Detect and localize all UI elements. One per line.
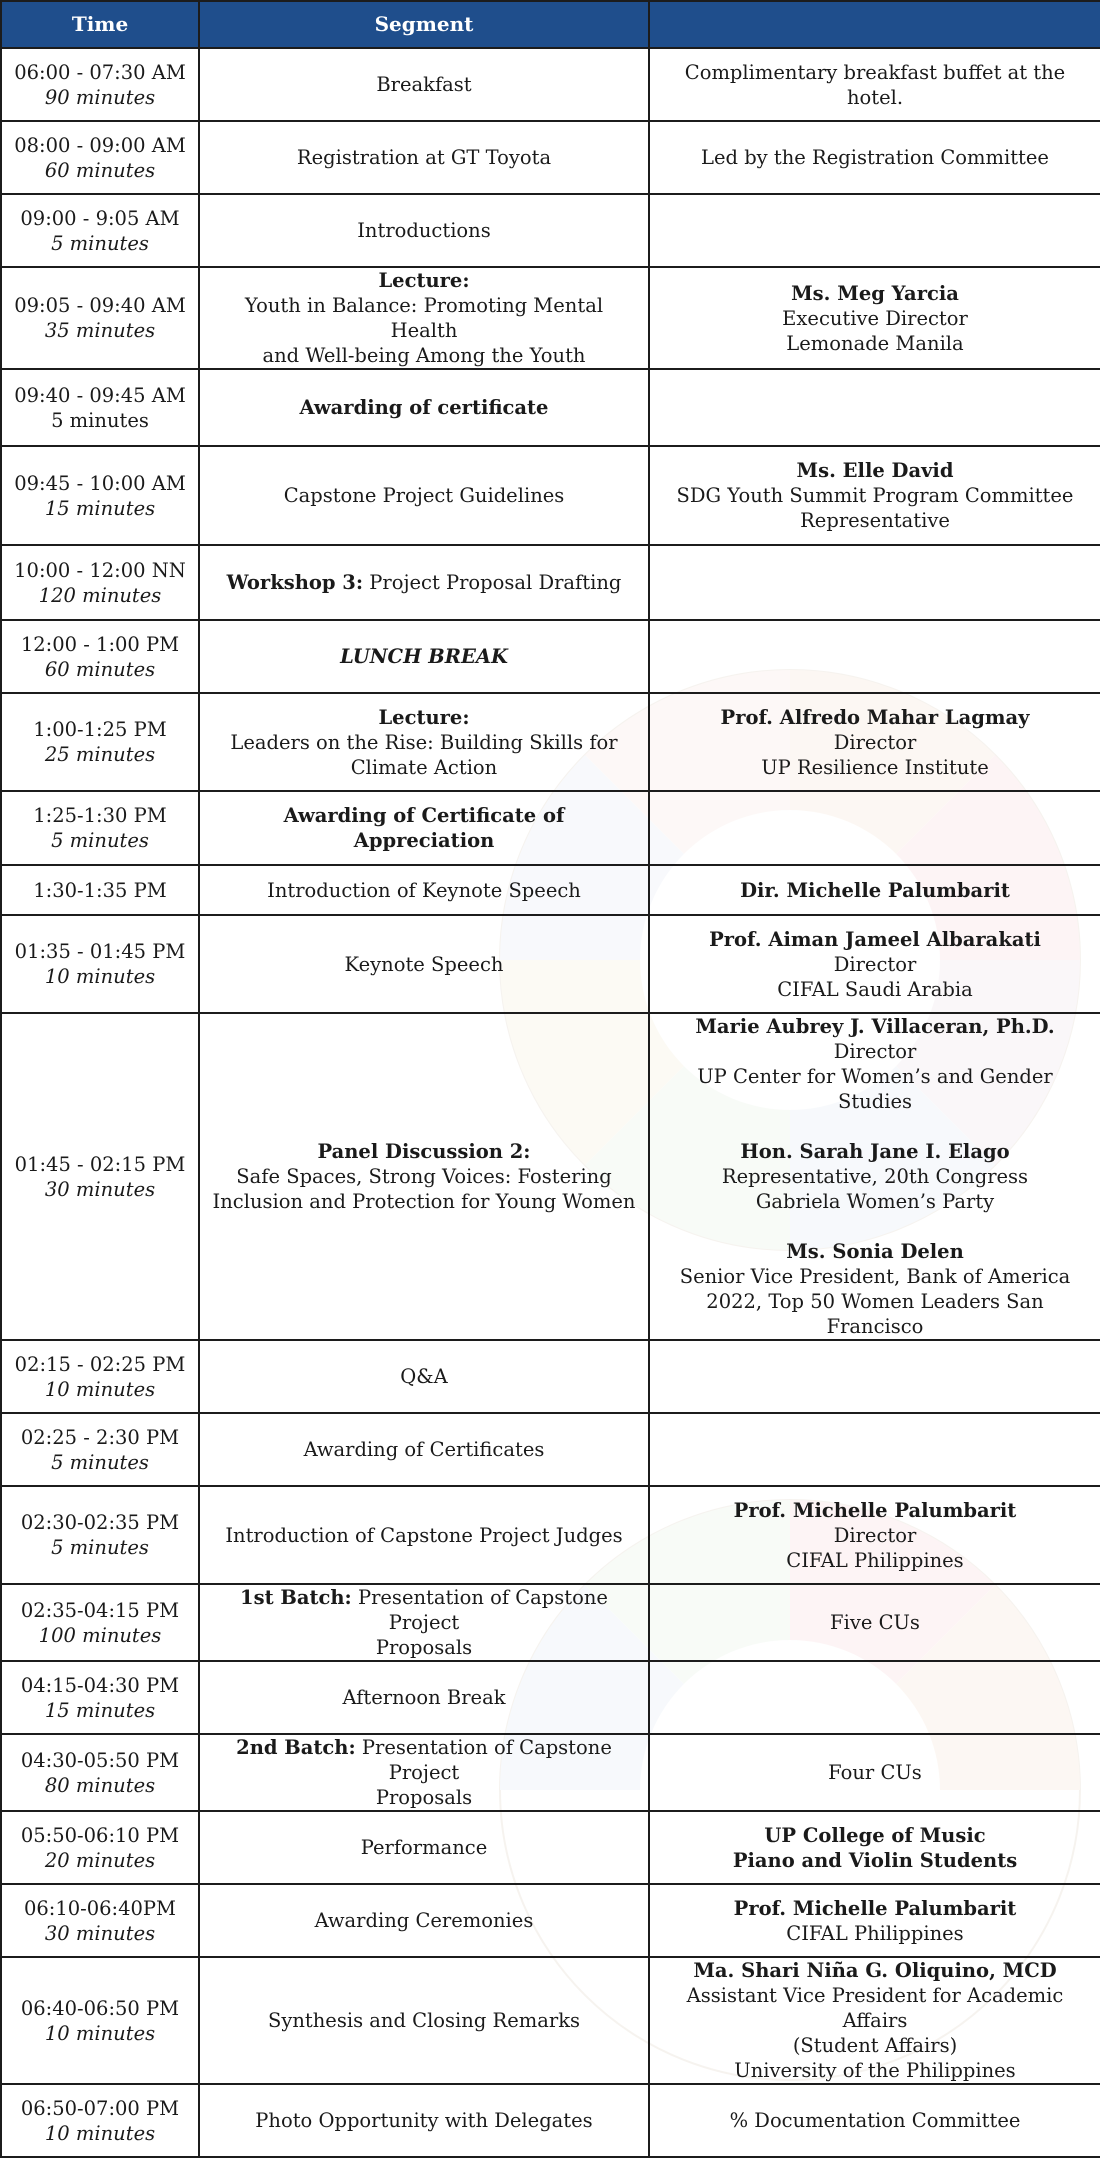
speaker-cell xyxy=(649,446,1100,545)
speaker-cell: Led by the Registration Committee xyxy=(649,121,1100,194)
time-range: 06:50-07:00 PM xyxy=(20,2096,180,2120)
speaker-cell xyxy=(649,915,1100,1013)
table-row xyxy=(1,121,1100,194)
time-cell xyxy=(1,1584,199,1661)
time-cell xyxy=(1,693,199,791)
segment-title: Presentation of Capstone Project xyxy=(357,1586,608,1634)
segment-cell xyxy=(199,1584,649,1661)
table-row xyxy=(1,865,1100,915)
segment-cell: Q&A xyxy=(199,1340,649,1413)
duration: 10 minutes xyxy=(44,965,156,988)
segment-cell: Awarding of Certificates xyxy=(199,1413,649,1486)
table-header-row xyxy=(1,1,1100,48)
segment-cell xyxy=(199,267,649,369)
segment-label: 2nd Batch: xyxy=(236,1736,356,1759)
segment-cell xyxy=(199,1013,649,1340)
time-range: 02:15 - 02:25 PM xyxy=(14,1352,186,1376)
table-row xyxy=(1,1734,1100,1811)
time-range: 02:35-04:15 PM xyxy=(20,1598,180,1622)
speaker-org: UP Resilience Institute xyxy=(761,755,989,779)
header-segment: Segment xyxy=(199,1,649,48)
duration: 5 minutes xyxy=(51,1450,149,1474)
speaker-cell xyxy=(649,1884,1100,1957)
segment-cell: Keynote Speech xyxy=(199,915,649,1013)
duration: 5 minutes xyxy=(51,231,149,255)
segment-label: Lecture: xyxy=(378,705,470,729)
time-cell xyxy=(1,446,199,545)
table-row xyxy=(1,369,1100,446)
table-row xyxy=(1,194,1100,267)
speaker-title: Executive Director xyxy=(782,306,968,330)
duration: 10 minutes xyxy=(44,2121,156,2145)
segment-title-line: Climate Action xyxy=(350,755,498,779)
speaker-cell xyxy=(649,1811,1100,1884)
table-row xyxy=(1,791,1100,865)
table-row xyxy=(1,1486,1100,1584)
duration: 5 minutes xyxy=(51,1536,149,1559)
speaker-cell: % Documentation Committee xyxy=(649,2084,1100,2157)
table-row xyxy=(1,620,1100,693)
speaker-subtitle: (Student Affairs) xyxy=(792,2034,958,2057)
time-range: 01:35 - 01:45 PM xyxy=(14,940,186,963)
speaker-cell xyxy=(649,1957,1100,2084)
segment-cell: Capstone Project Guidelines xyxy=(199,446,649,545)
table-row xyxy=(1,1811,1100,1884)
speaker-cell: Four CUs xyxy=(649,1734,1100,1811)
spacer xyxy=(660,1214,1090,1239)
speaker-cell xyxy=(649,1486,1100,1584)
table-row xyxy=(1,1413,1100,1486)
segment-title-line: Youth in Balance: Promoting Mental Health xyxy=(244,294,604,342)
spacer xyxy=(660,1114,1090,1139)
time-range: 02:30-02:35 PM xyxy=(20,1511,180,1534)
segment-title-line: Inclusion and Protection for Young Women xyxy=(212,1190,636,1213)
segment-title-line: Safe Spaces, Strong Voices: Fostering xyxy=(236,1165,612,1188)
duration: 5 minutes xyxy=(51,408,149,432)
segment-cell: Photo Opportunity with Delegates xyxy=(199,2084,649,2157)
segment-label: Workshop 3: xyxy=(226,571,364,594)
segment-cell xyxy=(199,1734,649,1811)
segment-cell xyxy=(199,545,649,620)
time-cell xyxy=(1,194,199,267)
time-cell xyxy=(1,48,199,121)
speaker-cell xyxy=(649,1013,1100,1340)
time-range: 02:25 - 2:30 PM xyxy=(20,1425,180,1449)
speaker-name: Prof. Michelle Palumbarit xyxy=(733,1498,1017,1522)
segment-title: Project Proposal Drafting xyxy=(369,571,622,594)
segment-title-line: Leaders on the Rise: Building Skills for xyxy=(230,730,618,754)
time-cell xyxy=(1,369,199,446)
duration: 15 minutes xyxy=(44,496,156,520)
speaker-cell xyxy=(649,620,1100,693)
segment-cell: Awarding Ceremonies xyxy=(199,1884,649,1957)
time-cell xyxy=(1,267,199,369)
speaker-org: CIFAL Philippines xyxy=(786,1548,964,1572)
duration: 15 minutes xyxy=(44,1698,156,1722)
table-row xyxy=(1,1013,1100,1340)
segment-label: Panel Discussion 2: xyxy=(317,1140,531,1163)
time-cell xyxy=(1,1340,199,1413)
segment-cell: Introduction of Capstone Project Judges xyxy=(199,1486,649,1584)
speaker-title: SDG Youth Summit Program Committee xyxy=(676,484,1074,507)
duration: 100 minutes xyxy=(38,1623,162,1647)
speaker-title: Director xyxy=(833,1523,917,1547)
duration: 80 minutes xyxy=(44,1773,156,1797)
segment-cell: Introductions xyxy=(199,194,649,267)
speaker-name: Ms. Meg Yarcia xyxy=(791,281,959,305)
time-cell xyxy=(1,1661,199,1734)
speaker-name: UP College of Music xyxy=(764,1823,986,1847)
time-cell xyxy=(1,1957,199,2084)
table-row xyxy=(1,267,1100,369)
duration: 5 minutes xyxy=(51,829,149,852)
time-cell xyxy=(1,1884,199,1957)
time-range: 10:00 - 12:00 NN xyxy=(14,558,186,582)
header-time: Time xyxy=(1,1,199,48)
time-range: 1:00-1:25 PM xyxy=(33,718,167,741)
speaker-title: Assistant Vice President for Academic Affairs xyxy=(686,1984,1064,2032)
panelist-title: Director xyxy=(833,1040,917,1063)
time-range: 09:45 - 10:00 AM xyxy=(14,471,186,495)
speaker-name: Ma. Shari Niña G. Oliquino, MCD xyxy=(693,1959,1057,1982)
duration: 60 minutes xyxy=(44,158,156,182)
time-range: 06:40-06:50 PM xyxy=(20,1996,180,2020)
speaker-name: Prof. Aiman Jameel Albarakati xyxy=(709,927,1041,951)
panelist-title: Senior Vice President, Bank of America xyxy=(679,1265,1071,1288)
speaker-cell xyxy=(649,1413,1100,1486)
time-range: 12:00 - 1:00 PM xyxy=(20,632,180,656)
speaker-cell: Complimentary breakfast buffet at the hotel. xyxy=(649,48,1100,121)
time-range: 08:00 - 09:00 AM xyxy=(14,133,186,157)
time-cell xyxy=(1,915,199,1013)
table-row xyxy=(1,1661,1100,1734)
time-cell xyxy=(1,1811,199,1884)
table-row xyxy=(1,1957,1100,2084)
speaker-cell xyxy=(649,791,1100,865)
time-cell xyxy=(1,1013,199,1340)
time-range: 09:00 - 9:05 AM xyxy=(20,206,180,230)
panelist-org: Gabriela Women’s Party xyxy=(755,1190,995,1213)
time-cell xyxy=(1,121,199,194)
duration: 60 minutes xyxy=(44,657,156,681)
time-cell xyxy=(1,545,199,620)
table-row xyxy=(1,1584,1100,1661)
speaker-cell xyxy=(649,267,1100,369)
segment-cell xyxy=(199,693,649,791)
segment-title-line: and Well-being Among the Youth xyxy=(262,344,586,367)
time-cell xyxy=(1,1486,199,1584)
segment-cell: Synthesis and Closing Remarks xyxy=(199,1957,649,2084)
table-row xyxy=(1,48,1100,121)
table-row xyxy=(1,915,1100,1013)
segment-cell: LUNCH BREAK xyxy=(199,620,649,693)
time-cell xyxy=(1,620,199,693)
table-row xyxy=(1,545,1100,620)
table-row xyxy=(1,1340,1100,1413)
duration: 20 minutes xyxy=(44,1848,156,1872)
speaker-org: University of the Philippines xyxy=(734,2059,1016,2082)
segment-cell: Registration at GT Toyota xyxy=(199,121,649,194)
segment-title: Presentation of Capstone Project xyxy=(361,1736,612,1784)
speaker-name: Prof. Alfredo Mahar Lagmay xyxy=(720,705,1030,729)
time-range: 1:25-1:30 PM xyxy=(33,804,167,827)
time-range: 06:10-06:40PM xyxy=(23,1896,177,1920)
segment-label: Lecture: xyxy=(378,269,470,292)
panelist-name: Ms. Sonia Delen xyxy=(786,1240,964,1263)
speaker-cell: Five CUs xyxy=(649,1584,1100,1661)
duration: 30 minutes xyxy=(44,1921,156,1945)
panelist-name: Marie Aubrey J. Villaceran, Ph.D. xyxy=(695,1015,1055,1038)
time-range: 09:05 - 09:40 AM xyxy=(14,294,186,317)
time-range: 04:30-05:50 PM xyxy=(20,1748,180,1772)
duration: 25 minutes xyxy=(44,743,156,766)
duration: 10 minutes xyxy=(44,2021,156,2045)
speaker-org: Lemonade Manila xyxy=(786,331,964,355)
time-cell xyxy=(1,1413,199,1486)
segment-title-line: Proposals xyxy=(375,1636,473,1659)
segment-title-line: Proposals xyxy=(375,1786,473,1809)
speaker-title: Director xyxy=(833,730,917,754)
speaker-title: Director xyxy=(833,952,917,976)
speaker-cell xyxy=(649,545,1100,620)
time-cell xyxy=(1,1734,199,1811)
speaker-name: Ms. Elle David xyxy=(796,459,954,482)
duration: 10 minutes xyxy=(44,1377,156,1401)
speaker-org: CIFAL Philippines xyxy=(786,1921,964,1945)
duration: 30 minutes xyxy=(44,1177,156,1201)
time-range: 04:15-04:30 PM xyxy=(20,1673,180,1697)
speaker-name: Piano and Violin Students xyxy=(732,1848,1018,1872)
time-cell xyxy=(1,2084,199,2157)
time-range: 05:50-06:10 PM xyxy=(20,1823,180,1847)
time-range: 06:00 - 07:30 AM xyxy=(14,60,186,84)
panelist-org: UP Center for Women’s and Gender Studies xyxy=(697,1065,1053,1113)
segment-label: 1st Batch: xyxy=(240,1586,352,1609)
speaker-cell xyxy=(649,1340,1100,1413)
time-range: 09:40 - 09:45 AM xyxy=(14,383,186,407)
speaker-cell xyxy=(649,369,1100,446)
speaker-name: Prof. Michelle Palumbarit xyxy=(733,1896,1017,1920)
table-row xyxy=(1,693,1100,791)
header-speaker xyxy=(649,1,1100,48)
segment-cell: Introduction of Keynote Speech xyxy=(199,865,649,915)
segment-cell: Awarding of Certificate of Appreciation xyxy=(199,791,649,865)
speaker-cell xyxy=(649,693,1100,791)
panelist-name: Hon. Sarah Jane I. Elago xyxy=(740,1140,1010,1163)
panelist-title: Representative, 20th Congress xyxy=(721,1165,1029,1188)
time-range: 01:45 - 02:15 PM xyxy=(14,1152,186,1176)
speaker-cell xyxy=(649,194,1100,267)
segment-cell: Performance xyxy=(199,1811,649,1884)
duration: 90 minutes xyxy=(44,85,156,109)
segment-cell: Afternoon Break xyxy=(199,1661,649,1734)
table-row xyxy=(1,1884,1100,1957)
speaker-name: Dir. Michelle Palumbarit xyxy=(740,878,1010,902)
speaker-org: Representative xyxy=(800,509,950,532)
duration: 120 minutes xyxy=(38,583,162,607)
table-row xyxy=(1,2084,1100,2157)
speaker-cell xyxy=(649,1661,1100,1734)
panelist-org: 2022, Top 50 Women Leaders San Francisco xyxy=(706,1290,1044,1338)
time-cell xyxy=(1,865,199,915)
segment-cell: Breakfast xyxy=(199,48,649,121)
time-range: 1:30-1:35 PM xyxy=(33,878,167,902)
segment-cell: Awarding of certificate xyxy=(199,369,649,446)
table-row xyxy=(1,446,1100,545)
speaker-org: CIFAL Saudi Arabia xyxy=(777,977,973,1001)
speaker-cell xyxy=(649,865,1100,915)
time-cell xyxy=(1,791,199,865)
duration: 35 minutes xyxy=(44,319,156,342)
